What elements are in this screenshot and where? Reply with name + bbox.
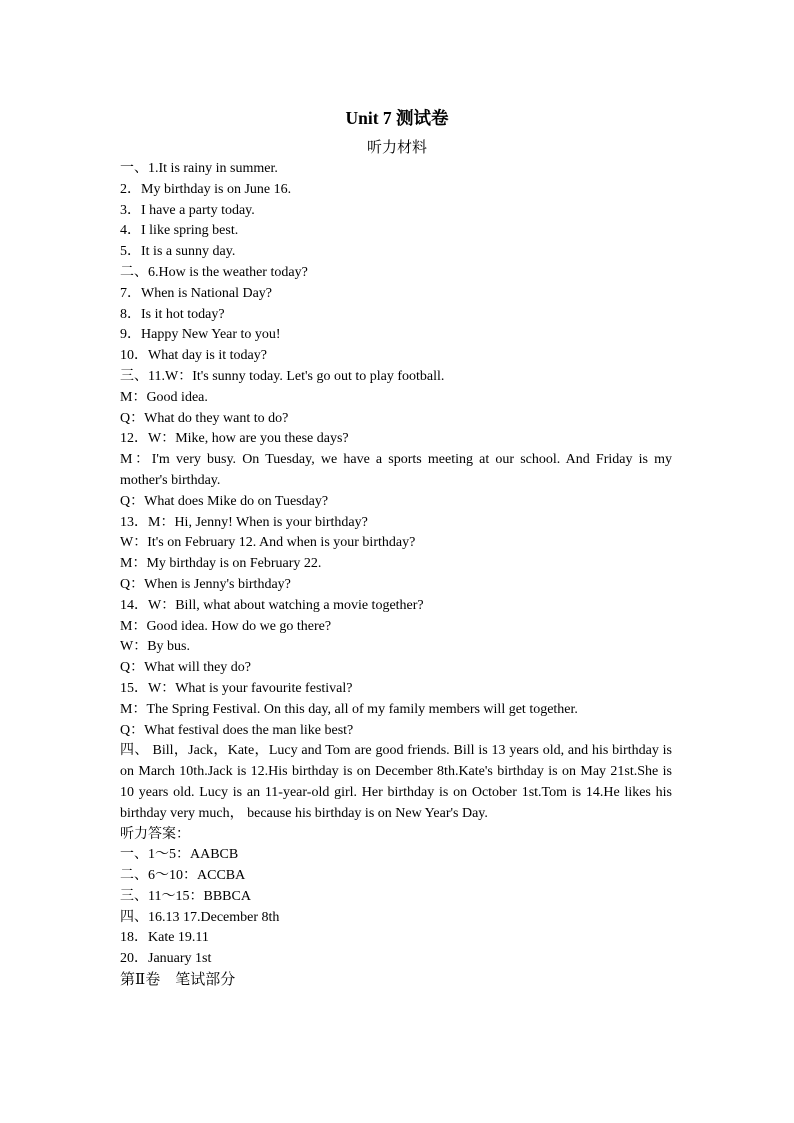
text-line: Q：What will they do? (120, 660, 252, 676)
text-line: M：My birthday is on February 22. (120, 556, 322, 572)
text-line: M：Good idea. How do we go there? (120, 618, 332, 634)
text-line: Q：What festival does the man like best? (120, 722, 354, 738)
text-line: M：Good idea. (120, 389, 208, 405)
passage-paragraph: 四、 Bill，Jack，Kate，Lucy and Tom are good friends. Bill is 13 years old, and his birthday is on March 10th.Jack is 12.His birthday is on December 8th.Kate's birthday is on May 21st.She is 10 years old. Lucy is an 11-year-old girl. Her birthday is on October 1st.Tom is 14.He likes his birthday very much， because his birthday is on New Year's Day. (120, 743, 672, 821)
answer-line: 20．January 1st (120, 951, 212, 967)
text-line: W：By bus. (120, 639, 190, 655)
text-line: 二、6.How is the weather today? (120, 264, 308, 280)
page-subtitle: 听力材料 (366, 140, 427, 156)
answer-line: 18．Kate 19.11 (120, 930, 209, 946)
text-line: Q：What does Mike do on Tuesday? (120, 493, 329, 509)
page-title: Unit 7 测试卷 (345, 108, 449, 128)
text-line: 4．I like spring best. (120, 223, 239, 239)
text-line: M：The Spring Festival. On this day, all of my family members will get together. (120, 701, 578, 717)
text-line: 一、1.It is rainy in summer. (120, 161, 278, 176)
answer-line: 一、1～5：AABCB (120, 847, 239, 863)
dialogue-paragraph: M：I'm very busy. On Tuesday, we have a sports meeting at our school. And Friday is my mother's birthday. (120, 452, 672, 488)
text-line: 12．W：Mike, how are you these days? (120, 431, 349, 447)
text-line: 15．W：What is your favourite festival? (120, 680, 353, 696)
text-line: Q：What do they want to do? (120, 410, 289, 426)
text-line: Q：When is Jenny's birthday? (120, 576, 291, 592)
text-line: 10．What day is it today? (120, 348, 267, 364)
text-line: 13．M：Hi, Jenny! When is your birthday? (120, 514, 368, 530)
text-line: 14．W：Bill, what about watching a movie together? (120, 597, 424, 613)
answer-line: 四、16.13 17.December 8th (120, 909, 280, 925)
text-line: 3．I have a party today. (120, 202, 255, 218)
answer-line: 二、6～10：ACCBA (120, 868, 246, 884)
section-label: 第Ⅱ卷 笔试部分 (120, 972, 236, 989)
text-line: 5．It is a sunny day. (120, 244, 236, 260)
text-line: 9．Happy New Year to you! (120, 327, 281, 343)
text-line: 三、11.W：It's sunny today. Let's go out to play football. (120, 368, 445, 384)
text-line: 2．My birthday is on June 16. (120, 181, 292, 197)
text-line: 7．When is National Day? (120, 285, 273, 301)
answer-line: 三、11～15：BBBCA (120, 888, 251, 904)
answers-heading: 听力答案： (120, 826, 190, 842)
text-line: 8．Is it hot today? (120, 306, 225, 322)
text-line: W：It's on February 12. And when is your birthday? (120, 535, 416, 551)
listening-transcript (120, 159, 672, 991)
